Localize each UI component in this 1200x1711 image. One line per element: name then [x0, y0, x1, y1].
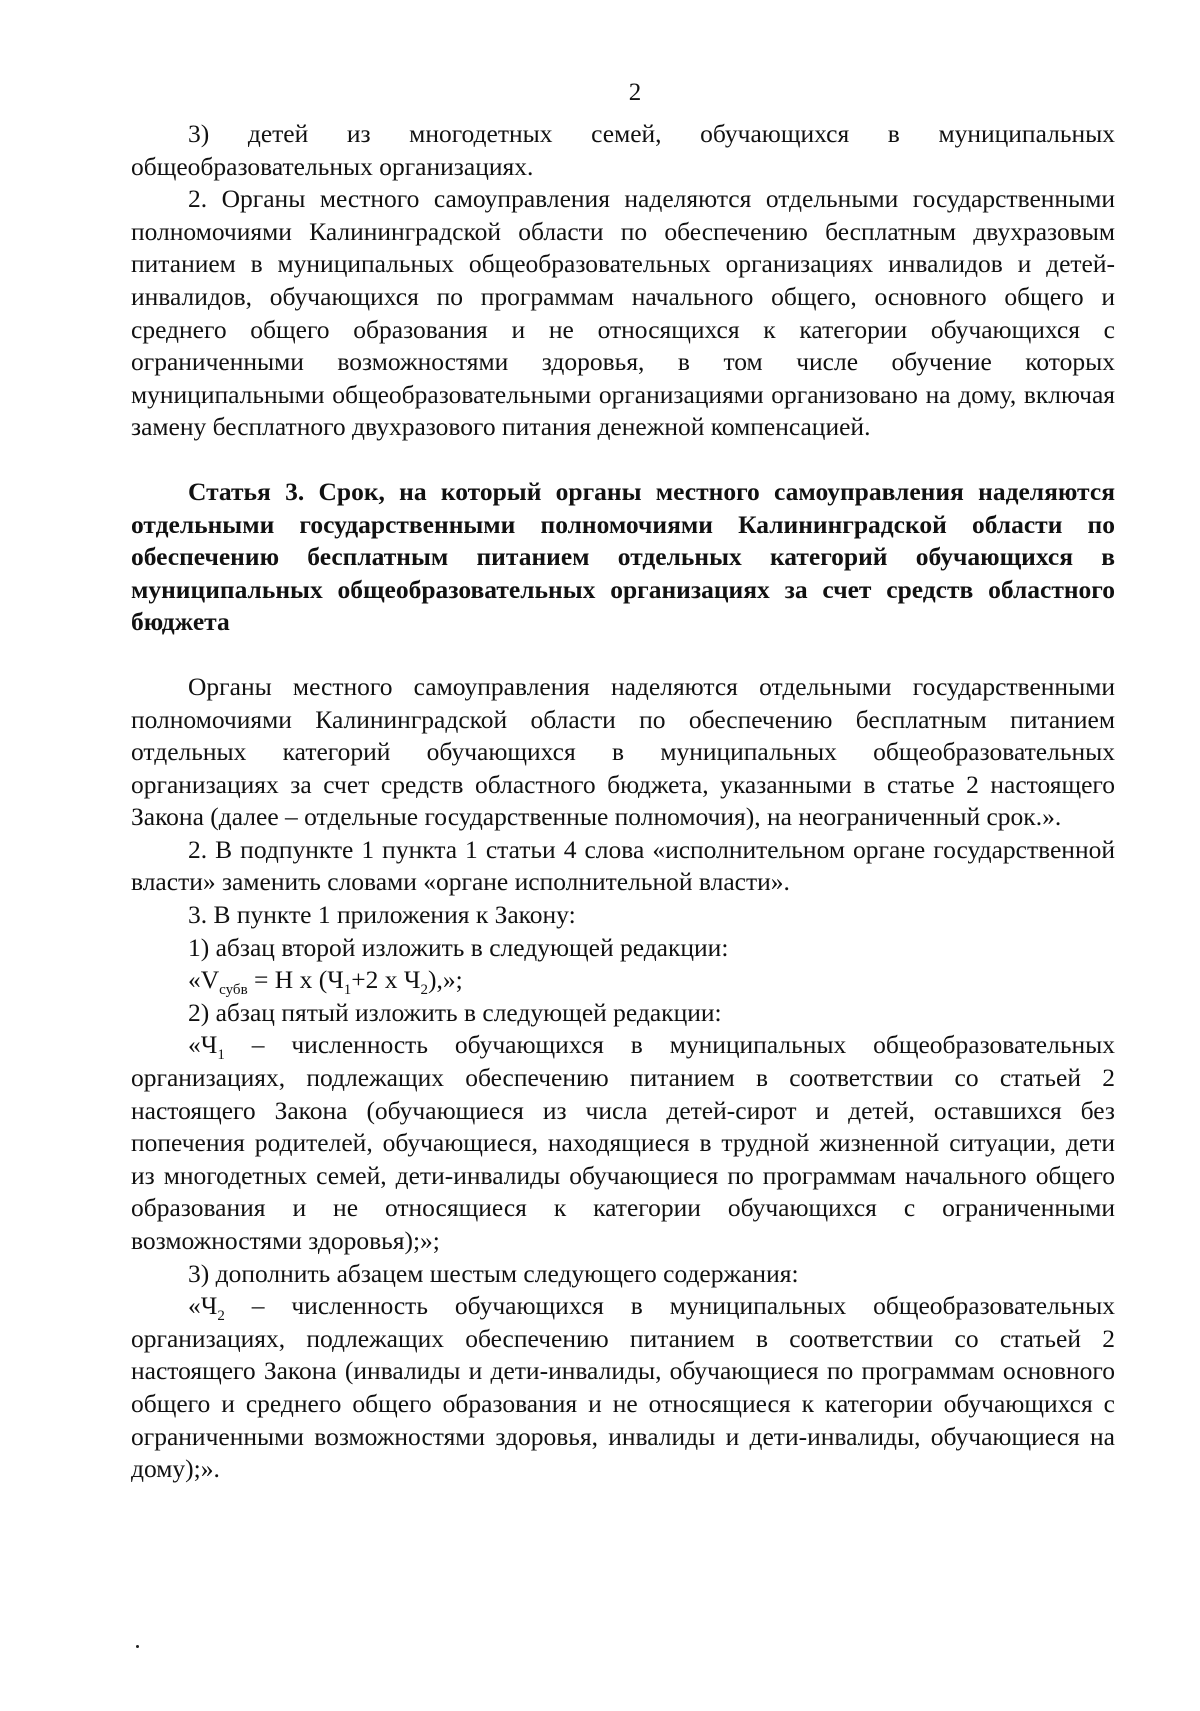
ch2-sub: 2 — [217, 1308, 225, 1325]
paragraph-amend-article-4: 2. В подпункте 1 пункта 1 статьи 4 слова «исполнительном органе государственной власти» заменить словами «органе исполнительной власти». — [131, 834, 1115, 897]
formula-sub-1: 1 — [343, 982, 352, 999]
ch1-sub: 1 — [217, 1047, 225, 1064]
paragraph-article-3-body: Органы местного самоуправления наделяются отдельными государственными полномочиями Калининградской области по обеспечению бесплатным питанием отдельных категорий обучающихся в муниципальных общеобразовательных организациях за счет средств областного бюджета, указанными в статье 2 настоящего Закона (далее – отдельные государственные полномочия), на неограниченный срок.». — [131, 671, 1115, 832]
paragraph-2-local-authorities: 2. Органы местного самоуправления наделяются отдельными государственными полномочиями Калининградской области по обеспечению бесплатным двухразовым питанием в муниципальных общеобразовательных организациях инвалидов и детей-инвалидов, обучающихся по программам начального общего, основного общего и среднего общего образования и не относящихся к категории обучающихся с ограниченными возможностями здоровья, в том числе обучение которых муниципальными общеобразовательными организациями организовано на дому, включая замену бесплатного двухразового питания денежной компенсацией. — [131, 184, 1115, 442]
formula-v-subv — [131, 964, 1115, 997]
paragraph-ch2-definition — [131, 1290, 1115, 1486]
ch1-open: «Ч — [188, 1030, 218, 1060]
ch2-open: «Ч — [188, 1291, 218, 1321]
paragraph-ch1-definition — [131, 1029, 1115, 1257]
ch1-text: – численность обучающихся в муниципальных общеобразовательных организациях, подлежащих обеспечению питанием в соответствии со статьей 2 настоящего Закона (обучающиеся из числа детей-сирот и детей, оставшихся без попечения родителей, обучающиеся, находящиеся в трудной жизненной ситуации, дети из многодетных семей, дети-инвалиды обучающиеся по программам начального общего образования и не относящиеся к категории обучающихся с ограниченными возможностями здоровья);»; — [131, 1030, 1115, 1255]
formula-mid: = Н х (Ч — [247, 965, 344, 995]
paragraph-abzac-5: 2) абзац пятый изложить в следующей редакции: — [188, 997, 722, 1027]
document-body — [131, 118, 1115, 1486]
formula-open: «V — [188, 965, 220, 995]
formula-sub-2: 2 — [420, 982, 428, 999]
article-3-heading: Статья 3. Срок, на который органы местного самоуправления наделяются отдельными государственными полномочиями Калининградской области по обеспечению бесплатным питанием отдельных категорий обучающихся в муниципальных общеобразовательных организациях за счет средств областного бюджета — [131, 476, 1115, 637]
formula-end: ),»; — [428, 965, 463, 995]
paragraph-item-3-children: 3) детей из многодетных семей, обучающихся в муниципальных общеобразовательных организациях. — [131, 119, 1115, 181]
paragraph-abzac-2: 1) абзац второй изложить в следующей редакции: — [188, 932, 729, 962]
formula-mid2: +2 х Ч — [351, 965, 421, 995]
ch2-text: – численность обучающихся в муниципальных общеобразовательных организациях, подлежащих обеспечению питанием в соответствии со статьей 2 настоящего Закона (инвалиды и дети-инвалиды, обучающиеся по программам основного общего и среднего общего образования и не относящиеся к категории обучающихся с ограниченными возможностями здоровья, инвалиды и дети-инвалиды, обучающиеся на дому);». — [131, 1291, 1115, 1484]
formula-sub-subv: субв — [219, 982, 248, 999]
paragraph-item-3-add-abzac: 3) дополнить абзацем шестым следующего содержания: — [188, 1258, 799, 1288]
paragraph-amend-appendix: 3. В пункте 1 приложения к Закону: — [188, 900, 576, 930]
scan-speck — [136, 1645, 139, 1648]
page-number: 2 — [628, 79, 642, 106]
